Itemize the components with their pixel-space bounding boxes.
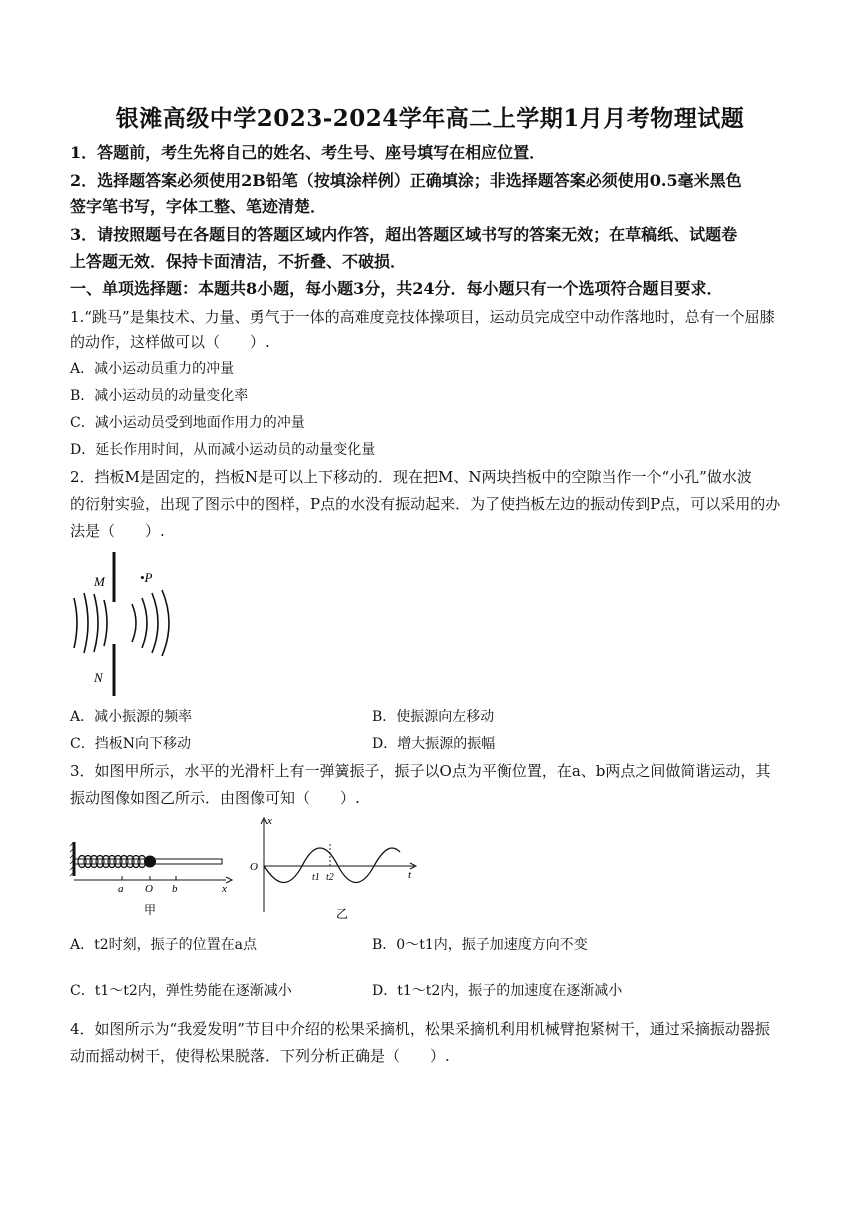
label-b: b [172, 883, 178, 895]
label-p: •P [140, 570, 153, 585]
figure-yi-xt-graph [250, 815, 416, 921]
q2-stem-line1: 2．挡板M是固定的，挡板N是可以上下移动的．现在把M、N两块挡板中的空隙当作一个“小孔”做水波 [70, 468, 752, 486]
caption-yi: 乙 [336, 907, 349, 921]
q1-option-d: D．延长作用时间，从而减小运动员的动量变化量 [70, 442, 376, 458]
q3-stem-line1: 3．如图甲所示，水平的光滑杆上有一弹簧振子，振子以O点为平衡位置，在a、b两点之间做简谐运动，其 [70, 762, 771, 780]
incoming-waves [74, 593, 107, 653]
q3-option-d: D．t1～t2内，振子的加速度在逐渐减小 [372, 983, 623, 999]
label-a: a [118, 883, 124, 895]
instruction-1: 1．答题前，考生先将自己的姓名、考生号、座号填写在相应位置． [70, 143, 546, 162]
q3-oscillator-figures [68, 812, 428, 924]
label-t-axis: t [408, 869, 412, 881]
caption-jia: 甲 [144, 903, 157, 917]
section-heading: 一、单项选择题：本题共8小题，每小题3分，共24分．每小题只有一个选项符合题目要求． [70, 279, 723, 298]
instruction-2-cont: 签字笔书写，字体工整、笔迹清楚． [70, 197, 327, 216]
q3-stem-line2: 振动图像如图乙所示．由图像可知（ ）. [70, 789, 360, 807]
q1-option-c: C．减小运动员受到地面作用力的冲量 [70, 415, 305, 431]
q2-diffraction-figure [66, 548, 196, 700]
label-m: M [94, 574, 105, 589]
instruction-2: 2．选择题答案必须使用2B铅笔（按填涂样例）正确填涂；非选择题答案必须使用0.5毫米黑色 [70, 171, 742, 190]
q3-option-b: B．0～t1内，振子加速度方向不变 [372, 937, 588, 953]
label-o: O [145, 883, 153, 895]
q3-option-c: C．t1～t2内，弹性势能在逐渐减小 [70, 983, 292, 999]
q2-option-c: C．挡板N向下移动 [70, 736, 191, 752]
q2-option-d: D．增大振源的振幅 [372, 736, 496, 752]
label-origin: O [250, 861, 258, 873]
oscillator-ball [144, 856, 156, 868]
label-t1: t1 [312, 872, 320, 883]
diffracted-waves [132, 590, 169, 656]
q1-stem-line2: 的动作，这样做可以（ ）. [70, 333, 270, 351]
q3-option-a: A．t2时刻，振子的位置在a点 [70, 937, 257, 953]
page-title: 银滩高级中学2023-2024学年高二上学期1月月考物理试题 [115, 105, 745, 132]
q2-option-b: B．使振源向左移动 [372, 709, 495, 725]
instruction-3-cont: 上答题无效．保持卡面清洁，不折叠、不破损． [70, 252, 407, 271]
label-n: N [94, 670, 103, 685]
instruction-3: 3．请按照题号在各题目的答题区域内作答，超出答题区域书写的答案无效；在草稿纸、试题卷 [70, 225, 738, 244]
q2-stem-line3: 法是（ ）. [70, 522, 165, 540]
q4-stem-line2: 动而摇动树干，使得松果脱落．下列分析正确是（ ）. [70, 1047, 450, 1065]
spring-coil [78, 856, 146, 868]
figure-jia-spring-oscillator [70, 842, 232, 917]
q2-option-a: A．减小振源的频率 [70, 709, 193, 725]
label-x-axis-jia: x [222, 883, 227, 895]
q1-stem-line1: 1.“跳马”是集技术、力量、勇气于一体的高难度竞技体操项目，运动员完成空中动作落地时，总有一个屈膝 [70, 308, 775, 326]
label-x-axis-yi: x [267, 815, 272, 827]
q1-option-b: B．减小运动员的动量变化率 [70, 388, 249, 404]
q1-option-a: A．减小运动员重力的冲量 [70, 361, 235, 377]
q2-stem-line2: 的衍射实验，出现了图示中的图样，P点的水没有振动起来．为了使挡板左边的振动传到P点，可以采用的办 [70, 495, 781, 513]
label-t2: t2 [326, 872, 334, 883]
q4-stem-line1: 4．如图所示为“我爱发明”节目中介绍的松果采摘机，松果采摘机利用机械臂抱紧树干，通过采摘振动器振 [70, 1020, 770, 1038]
